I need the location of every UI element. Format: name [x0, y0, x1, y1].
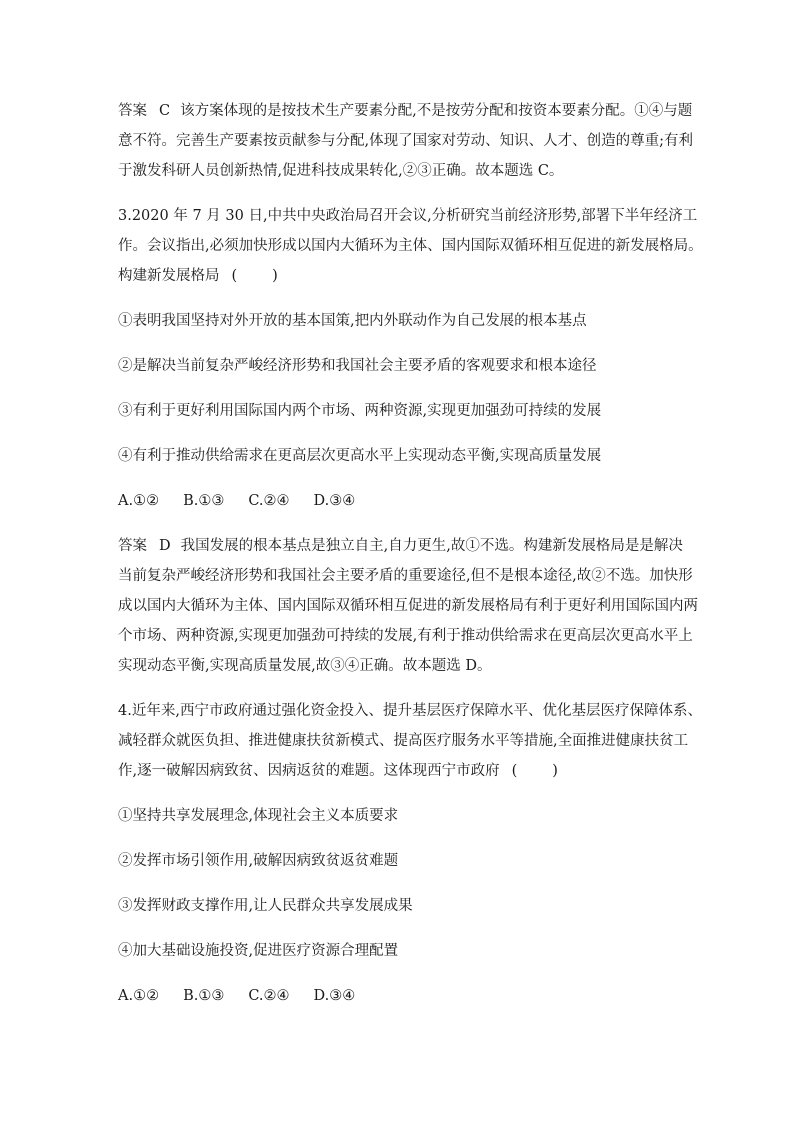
answer-3 — [118, 531, 698, 681]
answer-label: 答案 — [118, 103, 147, 119]
answer-3-line-2: 当前复杂严峻经济形势和我国社会主要矛盾的重要途径,但不是根本途径,故②不选。加快形 — [118, 568, 693, 584]
question-3-option-4: ④有利于推动供给需求在更高层次更高水平上实现动态平衡,实现高质量发展 — [118, 448, 602, 464]
question-4-option-1: ①坚持共享发展理念,体现社会主义本质要求 — [118, 808, 399, 824]
answer-text: 该方案体现的是按技术生产要素分配,不是按劳分配和按资本要素分配。①④与题 — [180, 103, 693, 119]
answer-2-line-1 — [118, 96, 693, 126]
question-3-choices — [118, 486, 678, 516]
choice-c: C.②④ — [248, 988, 290, 1004]
question-3-stem — [118, 201, 703, 291]
question-3-line-2: 作。会议指出,必须加快形成以国内大循环为主体、国内国际双循环相互促进的新发展格局。 — [118, 238, 703, 254]
document-page — [118, 96, 703, 1011]
question-3-line-3 — [118, 261, 678, 291]
answer-blank: ( ) — [231, 268, 280, 284]
answer-letter: D — [159, 538, 171, 554]
question-3-option-2: ②是解决当前复杂严峻经济形势和我国社会主要矛盾的客观要求和根本途径 — [118, 358, 597, 374]
answer-label: 答案 — [118, 538, 147, 554]
answer-3-line-1 — [118, 531, 683, 561]
answer-2-line-3: 于激发科研人员创新热情,促进科技成果转化,②③正确。故本题选 C。 — [118, 163, 564, 179]
answer-letter: C — [159, 103, 171, 119]
choice-d: D.③④ — [313, 493, 356, 509]
choice-a: A.①② — [118, 988, 160, 1004]
answer-2 — [118, 96, 693, 186]
question-3-option-3: ③有利于更好利用国际国内两个市场、两种资源,实现更加强劲可持续的发展 — [118, 403, 602, 419]
question-4-line-3 — [118, 756, 678, 786]
answer-3-line-4: 个市场、两种资源,实现更加强劲可持续的发展,有利于推动供给需求在更高层次更高水平上 — [118, 628, 693, 644]
question-4-choices — [118, 981, 678, 1011]
choice-a: A.①② — [118, 493, 160, 509]
answer-blank: ( ) — [511, 763, 560, 779]
choice-c: C.②④ — [248, 493, 290, 509]
choice-b: B.①③ — [183, 988, 225, 1004]
answer-3-line-5: 实现动态平衡,实现高质量发展,故③④正确。故本题选 D。 — [118, 658, 492, 674]
question-4-stem — [118, 696, 702, 786]
question-3-line-1: 3.2020 年 7 月 30 日,中共中央政治局召开会议,分析研究当前经济形势,部署下半年经济工 — [118, 208, 698, 224]
question-4-line-2: 减轻群众就医负担、推进健康扶贫新模式、提高医疗服务水平等措施,全面推进健康扶贫工 — [118, 733, 689, 749]
question-3-option-1: ①表明我国坚持对外开放的基本国策,把内外联动作为自己发展的根本基点 — [118, 313, 587, 329]
question-4-option-4: ④加大基础设施投资,促进医疗资源合理配置 — [118, 943, 399, 959]
question-4-line-1: 4.近年来,西宁市政府通过强化资金投入、提升基层医疗保障水平、优化基层医疗保障体系、 — [118, 703, 702, 719]
answer-2-line-2: 意不符。完善生产要素按贡献参与分配,体现了国家对劳动、知识、人才、创造的尊重;有利 — [118, 133, 693, 149]
choice-b: B.①③ — [183, 493, 225, 509]
question-4-option-3: ③发挥财政支撑作用,让人民群众共享发展成果 — [118, 898, 413, 914]
choice-d: D.③④ — [313, 988, 356, 1004]
question-4-option-2: ②发挥市场引领作用,破解因病致贫返贫难题 — [118, 853, 399, 869]
question-4-line-3-text: 作,逐一破解因病致贫、因病返贫的难题。这体现西宁市政府 — [118, 763, 500, 779]
answer-text: 我国发展的根本基点是独立自主,自力更生,故①不选。构建新发展格局是是解决 — [180, 538, 683, 554]
question-3-line-3-text: 构建新发展格局 — [118, 268, 220, 284]
answer-3-line-3: 成以国内大循环为主体、国内国际双循环相互促进的新发展格局有利于更好利用国际国内两 — [118, 598, 698, 614]
